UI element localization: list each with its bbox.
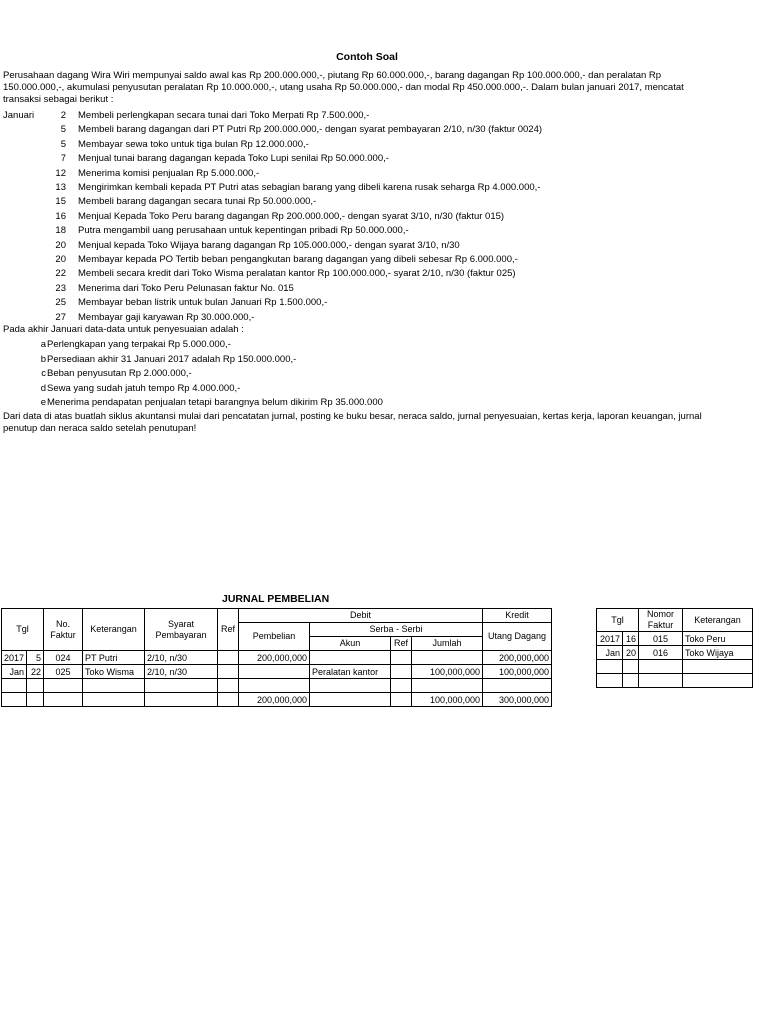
table-row-totals [2, 693, 552, 707]
transaction-day: 5 [60, 138, 66, 150]
cell-utang: 100,000,000 [483, 665, 552, 679]
cell-jumlah: 100,000,000 [412, 665, 483, 679]
purchase-journal-title: JURNAL PEMBELIAN [222, 593, 330, 605]
header-utang-dagang: Utang Dagang [483, 623, 552, 651]
adjustment-text: Beban penyusutan Rp 2.000.000,- [47, 368, 192, 379]
transaction-item [0, 268, 760, 282]
header-no-faktur: No. Faktur [44, 609, 83, 651]
cell-keterangan: Toko Wisma [83, 665, 145, 679]
table-row-empty [2, 679, 552, 693]
transaction-item [0, 254, 760, 268]
total-jumlah: 100,000,000 [412, 693, 483, 707]
header-ref: Ref [218, 609, 239, 651]
transaction-day: 16 [55, 210, 66, 222]
cell-year: 2017 [597, 632, 623, 646]
adjustment-item [0, 397, 760, 410]
transaction-text: Membeli secara kredit dari Toko Wisma peralatan kantor Rp 100.000.000,- syarat 2/10, n/30 (faktur 025) [78, 268, 516, 280]
transaction-text: Membayar sewa toko untuk tiga bulan Rp 12.000.000,- [78, 138, 309, 150]
table-row [2, 665, 552, 679]
transaction-text: Menjual Kepada Toko Peru barang dagangan Rp 200.000.000,- dengan syarat 3/10, n/30 (faktur 015) [78, 210, 505, 222]
transaction-item [0, 182, 760, 196]
transaction-day: 22 [55, 268, 66, 280]
cell-keterangan: PT Putri [83, 651, 145, 665]
adjustment-letter: a [40, 339, 46, 350]
cell-pembelian: 200,000,000 [239, 651, 310, 665]
transaction-text: Membeli barang dagangan dari PT Putri Rp 200.000.000,- dengan syarat pembayaran 2/10, n/30 (faktur 0024) [78, 124, 543, 136]
adjustment-letter: c [41, 368, 46, 379]
adjustment-text: Sewa yang sudah jatuh tempo Rp 4.000.000,- [47, 382, 241, 394]
transaction-day: 7 [60, 153, 66, 165]
transaction-text: Menjual kepada Toko Wijaya barang dagangan Rp 105.000.000,- dengan syarat 3/10, n/30 [78, 239, 460, 251]
transaction-day: 5 [60, 124, 66, 136]
adjustment-text: Menerima pendapatan penjualan tetapi barangnya belum dikirim Rp 35.000.000 [47, 397, 383, 408]
adjustment-item [0, 368, 760, 381]
closing-instruction: Dari data di atas buatlah siklus akuntansi mulai dari pencatatan jurnal, posting ke buku besar, neraca saldo, jurnal penyesuaian, kertas kerja, laporan keuangan, jurnal penutup dan neraca saldo setelah penutupan! [3, 411, 702, 434]
transaction-item [0, 283, 760, 297]
cell-ref [218, 665, 239, 679]
transaction-text: Menerima dari Toko Peru Pelunasan faktur No. 015 [78, 282, 294, 294]
transaction-item [0, 196, 760, 210]
transaction-day: 20 [55, 254, 66, 265]
header-debit: Debit [239, 609, 483, 623]
header-pembelian: Pembelian [239, 623, 310, 651]
cell-pembelian [239, 665, 310, 679]
purchase-journal-table [1, 608, 552, 707]
cell-day: 5 [27, 651, 44, 665]
total-pembelian: 200,000,000 [239, 693, 310, 707]
adjustment-text: Persediaan akhir 31 Januari 2017 adalah Rp 150.000.000,- [47, 353, 297, 365]
cell-ref-2 [391, 651, 412, 665]
cell-year: 2017 [2, 651, 27, 665]
transaction-item [0, 297, 760, 311]
transaction-text: Membayar gaji karyawan Rp 30.000.000,- [78, 311, 255, 323]
cell-keterangan: Toko Peru [683, 632, 753, 646]
transaction-day: 25 [55, 297, 66, 309]
sales-journal-table [596, 608, 753, 688]
transaction-day: 13 [55, 182, 66, 193]
adjustment-item [0, 339, 760, 352]
cell-utang: 200,000,000 [483, 651, 552, 665]
transaction-item [0, 168, 760, 182]
transaction-day: 27 [55, 311, 66, 323]
cell-day: 22 [27, 665, 44, 679]
header-keterangan: Keterangan [83, 609, 145, 651]
cell-day: 16 [623, 632, 639, 646]
table-row-empty [597, 660, 753, 674]
transaction-item [0, 124, 760, 138]
transaction-day: 12 [55, 167, 66, 179]
header-nomor-faktur: Nomor Faktur [639, 609, 683, 632]
cell-day: 20 [623, 646, 639, 660]
transaction-month: Januari [3, 110, 35, 121]
cell-faktur: 015 [639, 632, 683, 646]
transaction-item [0, 153, 760, 167]
transaction-day: 2 [60, 110, 66, 121]
cell-ref-2 [391, 665, 412, 679]
cell-akun [310, 651, 391, 665]
header-jumlah: Jumlah [412, 637, 483, 651]
table-row [597, 646, 753, 660]
transaction-item [0, 225, 760, 239]
transaction-text: Putra mengambil uang perusahaan untuk kepentingan pribadi Rp 50.000.000,- [78, 225, 409, 237]
transaction-day: 18 [55, 225, 66, 237]
transaction-day: 15 [55, 196, 66, 208]
cell-jumlah [412, 651, 483, 665]
transaction-text: Mengirimkan kembali kepada PT Putri atas sebagian barang yang dibeli karena rusak seharga Rp 4.000.000,- [78, 182, 541, 193]
cell-faktur: 025 [44, 665, 83, 679]
table-row [597, 632, 753, 646]
adjustment-letter: e [40, 397, 46, 408]
transaction-text: Membayar kepada PO Tertib beban pengangkutan barang dagangan yang dibeli sebesar Rp 6.000.000,- [78, 254, 518, 265]
transaction-text: Menjual tunai barang dagangan kepada Toko Lupi senilai Rp 50.000.000,- [78, 153, 389, 165]
transaction-text: Membayar beban listrik untuk bulan Januari Rp 1.500.000,- [78, 297, 328, 309]
header-kredit: Kredit [483, 609, 552, 623]
transaction-day: 20 [55, 239, 66, 251]
adjustment-text: Perlengkapan yang terpakai Rp 5.000.000,- [47, 339, 231, 350]
transaction-item [0, 240, 760, 254]
header-akun: Akun [310, 637, 391, 651]
transaction-day: 23 [55, 282, 66, 294]
transaction-text: Membeli perlengkapan secara tunai dari Toko Merpati Rp 7.500.000,- [78, 110, 370, 121]
cell-ref [218, 651, 239, 665]
transaction-item [0, 139, 760, 153]
page-title: Contoh Soal [336, 51, 398, 63]
adjustment-letter: d [40, 382, 46, 394]
header-tgl: Tgl [597, 609, 639, 632]
header-syarat-pembayaran: Syarat Pembayaran [145, 609, 218, 651]
transaction-text: Membeli barang dagangan secara tunai Rp 50.000.000,- [78, 196, 317, 208]
header-tgl: Tgl [2, 609, 44, 651]
adjustment-letter: b [40, 353, 46, 365]
cell-akun: Peralatan kantor [310, 665, 391, 679]
transaction-item [0, 211, 760, 225]
table-row-empty [597, 674, 753, 688]
cell-syarat: 2/10, n/30 [145, 651, 218, 665]
header-ref-2: Ref [391, 637, 412, 651]
header-serba-serbi: Serba - Serbi [310, 623, 483, 637]
intro-paragraph: Perusahaan dagang Wira Wiri mempunyai saldo awal kas Rp 200.000.000,-, piutang Rp 60.000.000,-, barang dagangan Rp 100.000.000,- dan peralatan Rp 150.000.000,-, akumulasi penyusutan peralatan Rp 10.000.000,-, utang usaha Rp 50.000.000,- dan modal Rp 450.000.000,-. Dalam bulan januari 2017, mencatat transaksi sebagai berikut : [3, 70, 684, 105]
cell-faktur: 024 [44, 651, 83, 665]
adjustment-item [0, 383, 760, 396]
table-row [2, 651, 552, 665]
transaction-item [0, 110, 760, 124]
cell-syarat: 2/10, n/30 [145, 665, 218, 679]
cell-faktur: 016 [639, 646, 683, 660]
adjustment-item [0, 354, 760, 367]
cell-year: Jan [597, 646, 623, 660]
header-keterangan: Keterangan [683, 609, 753, 632]
adjustments-heading: Pada akhir Januari data-data untuk penyesuaian adalah : [3, 324, 244, 335]
transaction-text: Menerima komisi penjualan Rp 5.000.000,- [78, 167, 260, 179]
cell-year: Jan [2, 665, 27, 679]
cell-keterangan: Toko Wijaya [683, 646, 753, 660]
total-utang: 300,000,000 [483, 693, 552, 707]
